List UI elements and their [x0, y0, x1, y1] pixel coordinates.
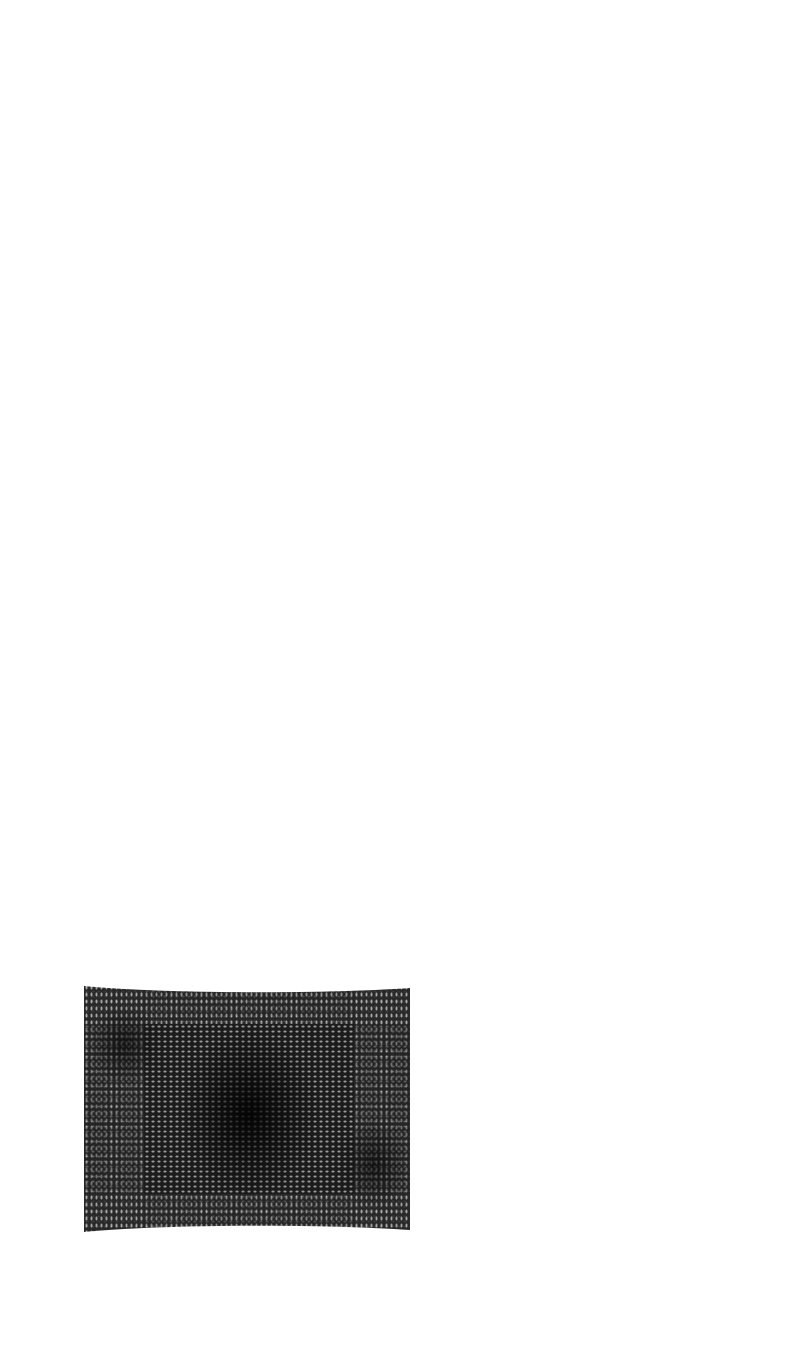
running-header [68, 40, 732, 80]
figure-illustration [84, 984, 410, 1234]
figure-28-liver-capillary-network [84, 984, 410, 1234]
